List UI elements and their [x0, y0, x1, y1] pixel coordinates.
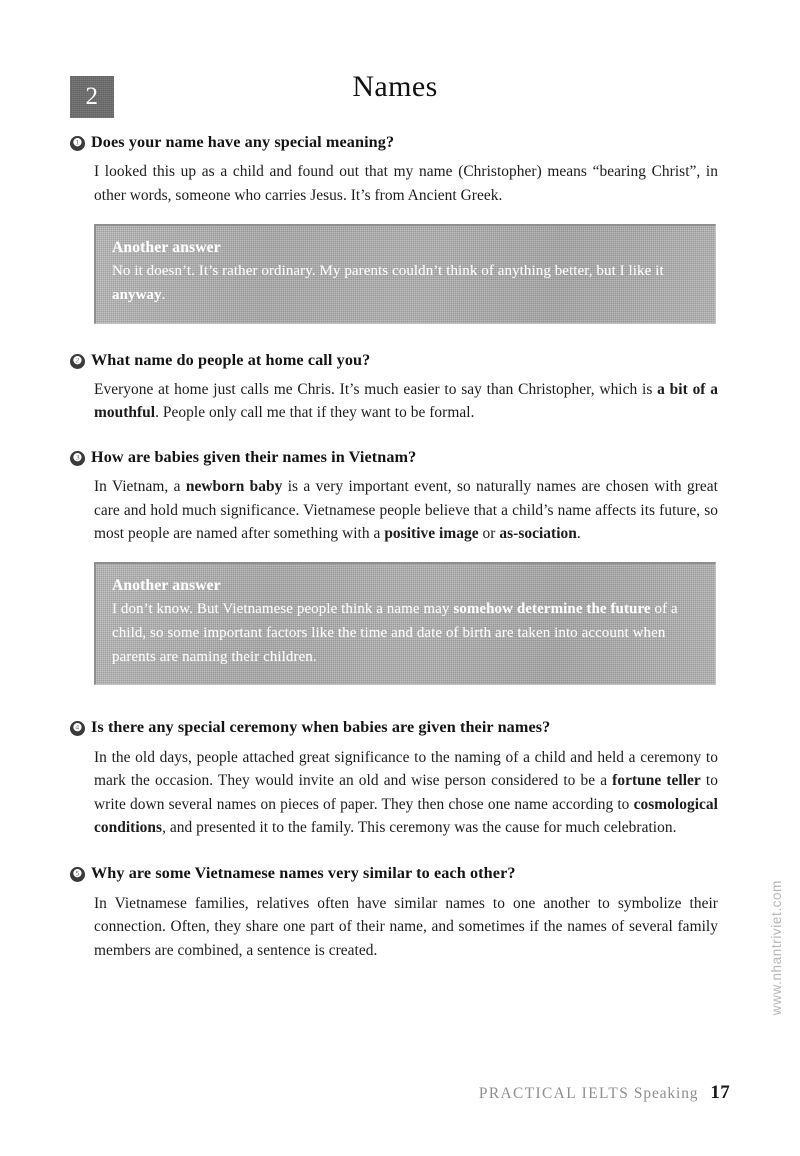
question-text: Is there any special ceremony when babies are given their names? — [91, 718, 551, 737]
another-answer-box-1 — [94, 224, 716, 323]
page-title: Names — [352, 70, 438, 103]
spacer — [70, 425, 718, 447]
question-2 — [70, 350, 718, 371]
answer-2: Everyone at home just calls me Chris. It’s much easier to say than Christopher, which is a bit of a mouthful. People only call me that if they want to be formal. — [94, 380, 718, 422]
question-1 — [70, 132, 718, 153]
another-answer-title: Another answer — [112, 577, 221, 595]
qa-content — [70, 132, 718, 962]
qa-block-1 — [70, 132, 718, 324]
spacer — [70, 324, 718, 350]
page-number: 17 — [710, 1082, 730, 1103]
another-answer-title: Another answer — [112, 239, 221, 257]
another-answer-box-2 — [94, 562, 716, 685]
question-text: What name do people at home call you? — [91, 350, 371, 369]
book-title-caps: PRACTICAL IELTS — [478, 1085, 630, 1102]
book-title — [479, 1085, 699, 1102]
site-watermark: www.nhantriviet.com — [769, 880, 784, 1016]
chapter-number-badge: 2 — [70, 76, 114, 118]
qa-block-2 — [70, 350, 718, 425]
qa-block-4 — [70, 717, 718, 839]
question-marker-icon: ❶ — [70, 136, 85, 151]
spacer — [70, 839, 718, 863]
question-text: Does your name have any special meaning? — [91, 133, 395, 151]
another-answer-body: I don’t know. But Vietnamese people think a name may somehow determine the future of a child, so some important factors like the time and date of birth are taken into account when parents are naming their children. — [112, 601, 678, 665]
question-3 — [70, 447, 718, 468]
question-marker-icon: ❸ — [70, 451, 85, 466]
answer-4: In the old days, people attached great significance to the naming of a child and held a ceremony to mark the occasion. They would invite an old and wise person considered to be a fortune teller to write down several names on pieces of paper. They then chose one name according to cosmological conditions, and presented it to the family. This ceremony was the cause for much celebration. — [94, 748, 718, 836]
question-marker-icon: ❹ — [70, 721, 85, 736]
spacer — [70, 685, 718, 717]
answer-3: In Vietnam, a newborn baby is a very important event, so naturally names are chosen with great care and hold much significance. Vietnamese people believe that a child’s name affects its future, so most people are named after something with a positive image or as-sociation. — [94, 478, 718, 542]
another-answer-body: No it doesn’t. It’s rather ordinary. My parents couldn’t think of anything better, but I like it anyway. — [112, 263, 664, 303]
page-footer — [0, 1082, 730, 1104]
question-text: Why are some Vietnamese names very similar to each other? — [91, 864, 516, 883]
answer-5: In Vietnamese families, relatives often have similar names to one another to symbolize their connection. Often, they share one part of their name, and sometimes if the names of several family members are combined, a sentence is created. — [94, 894, 718, 959]
question-marker-icon: ❷ — [70, 354, 85, 369]
qa-block-3 — [70, 447, 718, 686]
question-marker-icon: ❺ — [70, 867, 85, 882]
answer-1: I looked this up as a child and found out that my name (Christopher) means “bearing Christ”, in other words, someone who carries Jesus. It’s from Ancient Greek. — [94, 163, 718, 204]
question-4 — [70, 717, 718, 738]
qa-block-5 — [70, 863, 718, 962]
question-5 — [70, 863, 718, 884]
page-header — [0, 70, 800, 126]
question-text: How are babies given their names in Vietnam? — [91, 447, 417, 466]
book-title-rest: Speaking — [633, 1085, 699, 1102]
